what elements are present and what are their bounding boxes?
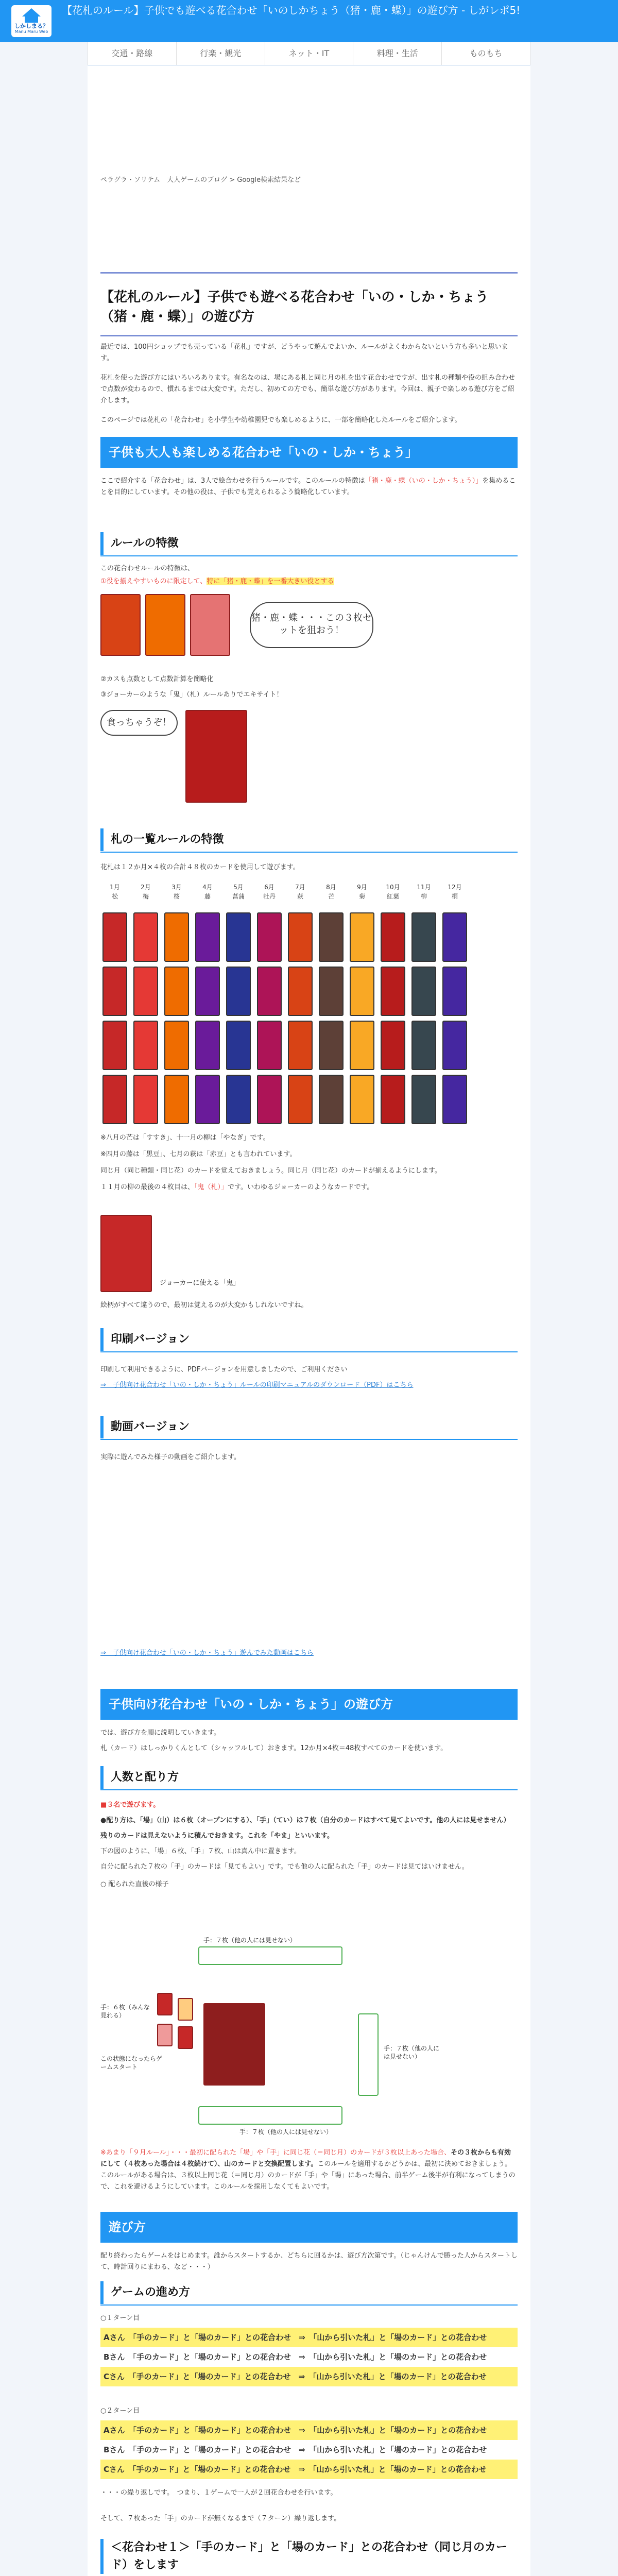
house-icon [22, 8, 41, 16]
site-logo[interactable] [11, 5, 52, 37]
hanafuda-table [100, 883, 518, 1130]
round-2-table: Aさん 「手のカード」と「場のカード」との花合わせ ⇒ 「山から引いた札」と「場のカード」との花合わせ Bさん 「手のカード」と「場のカード」との花合わせ ⇒ 「山から引いた札」と「場のカード」との花合わせ Cさん 「手のカード」と「場のカード」との花合わせ ⇒ 「山から引いた札」と「場のカード」との花合わせ [100, 2420, 518, 2479]
nav-item-life[interactable]: 料理・生活 [353, 42, 442, 65]
oni-note: 絵柄がすべて違うので、最初は覚えるのが大変かもしれないですね。 [100, 1301, 308, 1309]
subheading-players: 人数と配り方 [100, 1766, 518, 1789]
hanafuda-card [411, 1021, 436, 1070]
hanafuda-card [319, 1075, 344, 1124]
hanafuda-card [195, 912, 220, 962]
subheading-video: 動画バージョン [100, 1416, 518, 1438]
section-heading-play: 遊び方 [100, 2212, 518, 2243]
hanafuda-card [288, 1021, 313, 1070]
logo-text: しかしまる？ [14, 23, 48, 29]
month-label: 3月 桜 [171, 884, 182, 900]
subheading-card-list: 札の一覧ルールの特徴 [100, 828, 518, 851]
month-header-row [100, 883, 471, 908]
main-content [88, 66, 530, 2576]
hanafuda-card-grid [100, 912, 471, 1129]
oni-card-image-2 [100, 1215, 152, 1292]
month-label: 2月 梅 [141, 884, 151, 900]
hanafuda-card [381, 912, 405, 962]
highlight-inoshikacho: 「猪・鹿・蝶（いの・しか・ちょう）」 [365, 477, 483, 485]
round-2-label: ○２ターン目 [100, 2407, 140, 2415]
hanafuda-card [442, 1021, 467, 1070]
nav-item-travel[interactable]: 行楽・観光 [177, 42, 265, 65]
month-label: 12月 桐 [448, 884, 462, 900]
hanafuda-card [319, 1021, 344, 1070]
section-text: ここで紹介する「花合わせ」は、3人で絵合わせを行うルールです。このルールの特徴は「猪・鹿・蝶（いの・しか・ちょう）」を集めることを目的にしています。その他の役は、子供でも覚えられるよう簡略化しています。 [100, 477, 516, 496]
deal-diagram: 手：７枚（他の人には見せない） 手：６枚（みんな見れる） この状態になったらゲームスタート 手：７枚（他の人には見せない） 手：７枚（他の人には見せない） [100, 1937, 440, 2136]
note-same-month: 同じ月（同じ種類・同じ花）のカードを覚えておきましょう。同じ月（同じ花）のカードが揃えるようにします。 [100, 1167, 441, 1175]
hanafuda-card [195, 1075, 220, 1124]
month-label: 6月 牡丹 [263, 884, 276, 900]
month-label: 9月 菊 [357, 884, 367, 900]
month-label: 5月 菖蒲 [232, 884, 245, 900]
video-text: 実際に遊んでみた様子の動画をご紹介します。 [100, 1453, 241, 1461]
hanafuda-card [288, 1075, 313, 1124]
rule-3: ③ジョーカーのような「鬼」（札）ルールありでエキサイト！ [100, 691, 283, 699]
hanafuda-card [319, 912, 344, 962]
players-text: ■３名で遊びます。 ●配り方は、「場」（山）は６枚（オープンにする）、「手」（てい）は７枚（自分のカードはすべて見てよいです。他の人には見せません） 残りのカードは見えないように積んでおきます。これを「やま」といいます。 下の図のように、「場」６枚、「手」７枚、山は真ん中に置きます。 自分に配られた７枚の「手」のカードは「見てもよい」です。でも他の人に配られた「手」のカードは見てはいけません。 ○ 配られた直後の様子 [100, 1801, 510, 1888]
card-notes [100, 1132, 518, 1193]
hanafuda-card [164, 912, 189, 962]
hanafuda-card [350, 1021, 374, 1070]
hanafuda-card [350, 967, 374, 1016]
print-text: 印刷して利用できるように、PDFバージョンを用意しましたので、ご利用ください [100, 1366, 348, 1374]
intro-paragraph-2: 花札を使った遊び方にはいろいろあります。有名なのは、場にある札と同じ月の札を出す花合わせですが、出す札の種類や役の組み合わせで点数が変わるので、慣れるまでは大変です。ただし、初めての方でも、簡単な遊び方があります。今回は、親子で楽しめる遊び方をご紹介します。 [100, 374, 515, 404]
print-pdf-link[interactable]: ⇒ 子供向け花合わせ「いの・しか・ちょう」ルールの印刷マニュアルのダウンロード（PDF）はこちら [100, 1381, 414, 1389]
hanafuda-card [381, 1021, 405, 1070]
round-1-table: Aさん 「手のカード」と「場のカード」との花合わせ ⇒ 「山から引いた札」と「場のカード」との花合わせ Bさん 「手のカード」と「場のカード」との花合わせ ⇒ 「山から引いた札」と「場のカード」との花合わせ Cさん 「手のカード」と「場のカード」との花合わせ ⇒ 「山から引いた札」と「場のカード」との花合わせ [100, 2328, 518, 2386]
round-1-label: ○１ターン目 [100, 2314, 140, 2322]
oni-caption: ジョーカーに使える「鬼」 [160, 1279, 240, 1287]
hanafuda-card [381, 967, 405, 1016]
hanafuda-card [257, 912, 282, 962]
page-title[interactable]: 【花札のルール】子供でも遊べる花合わせ「いのしかちょう（猪・鹿・蝶）」の遊び方 - しがレポ5! [62, 4, 521, 16]
hanafuda-card [319, 967, 344, 1016]
site-header [0, 0, 618, 42]
howto-intro: では、遊び方を順に説明していきます。 札（カード）はしっかりくんとして（シャッフルして）おきます。12か月×4枚＝48枚すべてのカードを使います。 [100, 1729, 448, 1752]
hanafuda-card [381, 1075, 405, 1124]
card-deer-image [145, 594, 185, 656]
video-embed-area[interactable] [100, 1472, 518, 1627]
hanafuda-card [411, 967, 436, 1016]
section-heading-features: 子供も大人も楽しめる花合わせ「いの・しか・ちょう」 [100, 437, 518, 468]
rule-1: ①役を揃えやすいものに限定して、特に「猪・鹿・蝶」を一番大きい役とする [100, 578, 334, 585]
month-label: 11月 柳 [417, 884, 431, 900]
nav-item-other[interactable]: ものもち [442, 42, 530, 65]
play-intro: 配り終わったらゲームをはじめます。誰からスタートするか、どちらに回るかは、遊び方次第です。（じゃんけんで勝った人からスタートして、時計回りにまわる、など・・・） [100, 2252, 518, 2271]
hanafuda-card [164, 1075, 189, 1124]
note-fuji: ※四月の藤は「黒豆」、七月の萩は「赤豆」とも言われています。 [100, 1150, 297, 1158]
hanafuda-card [442, 1075, 467, 1124]
hanafuda-card [164, 1021, 189, 1070]
subheading-awase-1: ＜花合わせ１＞「手のカード」と「場のカード」との花合わせ（同じ月のカード）をします [100, 2539, 518, 2574]
note-oni: １１月の柳の最後の４枚目は、「鬼（札）」です。いわゆるジョーカーのようなカードです。 [100, 1183, 374, 1191]
end-text: そして、７枚あった「手」のカードが無くなるまで（７ターン）繰り返します。 [100, 2515, 341, 2522]
month-label: 1月 松 [110, 884, 120, 900]
hanafuda-card [133, 1021, 158, 1070]
hanafuda-card [411, 912, 436, 962]
title-divider-top [100, 272, 518, 274]
speech-bubble-inoshikacho: 猪・鹿・蝶・・・この３枚セットを狙おう！ [250, 602, 373, 648]
hanafuda-card [195, 1021, 220, 1070]
hanafuda-card [411, 1075, 436, 1124]
month-label: 7月 萩 [295, 884, 305, 900]
global-nav [88, 42, 530, 66]
hanafuda-card [164, 967, 189, 1016]
card-butterfly-image [190, 594, 230, 656]
hanafuda-card [133, 1075, 158, 1124]
hanafuda-card [288, 967, 313, 1016]
note-susuki: ※八月の芒は「すすき」、十一月の柳は「やなぎ」です。 [100, 1134, 270, 1142]
intro [100, 342, 518, 426]
month-label: 4月 藤 [202, 884, 213, 900]
rule-2: ②カスも点数として点数計算を簡略化 [100, 675, 214, 683]
card-boar-image [100, 594, 141, 656]
article-title: 【花札のルール】子供でも遊べる花合わせ「いの・しか・ちょう（猪・鹿・蝶）」の遊び方 [100, 290, 489, 325]
card-list-intro: 花札は１２か月×４枚の合計４８枚のカードを使用して遊びます。 [100, 863, 300, 871]
note-september-rule: ※あまり「９月ルール」・・・最初に配られた「場」や「手」に同じ花（＝同じ月）のカードが３枚以上あった場合、その３枚からも有効にして（４枚あった場合は４枚続けて）、山のカードと交換配置します。このルールを適用するかどうかは、最初に決めておきましょう。このルールがある場合は、３枚以上同じ花（＝同じ月）のカードが「手」や「場」にあった場合、前半ゲーム後半が有利になってしまうので、これを避けるようにしています。このルールを採用しなくてもよいです。 [100, 2149, 516, 2191]
nav-item-transport[interactable]: 交通・路線 [88, 42, 177, 65]
month-label: 10月 紅葉 [386, 884, 400, 900]
month-label: 8月 芒 [326, 884, 336, 900]
hanafuda-card [102, 1075, 127, 1124]
hanafuda-card [102, 967, 127, 1016]
hanafuda-card [257, 967, 282, 1016]
title-divider-bottom [100, 335, 518, 336]
hanafuda-card [226, 912, 251, 962]
subheading-rules: ルールの特徴 [100, 532, 518, 555]
subheading-print: 印刷バージョン [100, 1328, 518, 1351]
hanafuda-card [226, 967, 251, 1016]
hanafuda-card [350, 912, 374, 962]
hanafuda-card [288, 912, 313, 962]
hanafuda-card [226, 1075, 251, 1124]
hanafuda-card [133, 967, 158, 1016]
hanafuda-card [102, 912, 127, 962]
intro-paragraph-1: 最近では、100円ショップでも売っている「花札」ですが、どうやって遊んでよいか、ルールがよくわからないという方も多いと思います。 [100, 343, 508, 362]
hanafuda-card [257, 1075, 282, 1124]
hanafuda-card [257, 1021, 282, 1070]
breadcrumb[interactable]: ペラグラ・ソリテム 大人ゲームのブログ > Google検索結果など [100, 176, 301, 184]
hanafuda-card [133, 912, 158, 962]
rules-intro: この花合わせルールの特徴は、 [100, 565, 194, 572]
repeat-text: ・・・の繰り返しです。 つまり、１ゲームで一人が２回花合わせを行います。 [100, 2489, 337, 2497]
hanafuda-card [195, 967, 220, 1016]
speech-bubble-oni: 食っちゃうぞ！ [100, 710, 178, 736]
nav-item-net[interactable]: ネット・IT [265, 42, 354, 65]
video-link[interactable]: ⇒ 子供向け花合わせ「いの・しか・ちょう」遊んでみた動画はこちら [100, 1649, 314, 1657]
subheading-turn-order: ゲームの進め方 [100, 2281, 518, 2304]
intro-paragraph-3: このページでは花札の「花合わせ」を小学生や幼稚園児でも楽しめるように、一部を簡略化したルールをご紹介します。 [100, 416, 461, 424]
section-heading-howto: 子供向け花合わせ「いの・しか・ちょう」の遊び方 [100, 1689, 518, 1720]
deck-image [203, 2003, 265, 2086]
oni-card-image [185, 710, 247, 803]
hanafuda-card [442, 967, 467, 1016]
hanafuda-card [226, 1021, 251, 1070]
logo-subtext: Manu Maru Web [14, 29, 48, 34]
hanafuda-card [442, 912, 467, 962]
hanafuda-card [350, 1075, 374, 1124]
hanafuda-card [102, 1021, 127, 1070]
